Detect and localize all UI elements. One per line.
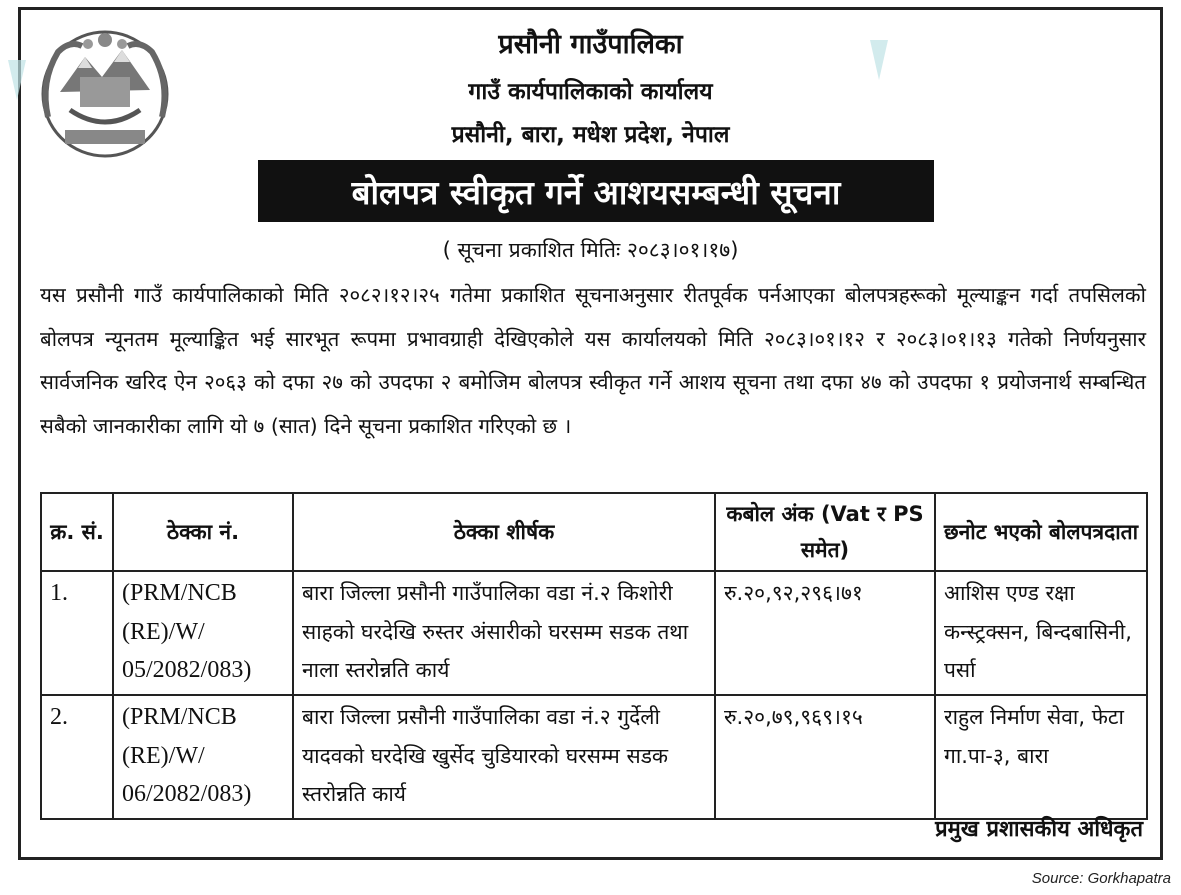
row-title: बारा जिल्ला प्रसौनी गाउँपालिका वडा नं.२ किशोरी साहको घरदेखि रुस्तर अंसारीको घरसम्म सडक तथा नाला स्तरोन्नति कार्य [293, 571, 715, 695]
row-amount: रु.२०,७९,९६९।१५ [715, 695, 935, 819]
row-sn: 1. [41, 571, 113, 695]
row-amount: रु.२०,९२,२९६।७१ [715, 571, 935, 695]
signature-title: प्रमुख प्रशासकीय अधिकृत [935, 817, 1143, 842]
row-title: बारा जिल्ला प्रसौनी गाउँपालिका वडा नं.२ गुर्देली यादवको घरदेखि खुर्सेद चुडियारको घरसम्म सडक स्तरोन्नति कार्य [293, 695, 715, 819]
table-row [41, 571, 1147, 695]
publish-date: ( सूचना प्रकाशित मितिः २०८३।०१।१७) [442, 238, 739, 262]
org-name: प्रसौनी गाउँपालिका [498, 29, 683, 60]
row-bidder: राहुल निर्माण सेवा, फेटा गा.पा-३, बारा [935, 695, 1147, 819]
notice-title: बोलपत्र स्वीकृत गर्ने आशयसम्बन्धी सूचना [258, 160, 934, 222]
row-contract-no: (PRM/NCB (RE)/W/ 06/2082/083) [113, 695, 293, 819]
header-sn: क्र. सं. [41, 493, 113, 571]
row-contract-no: (PRM/NCB (RE)/W/ 05/2082/083) [113, 571, 293, 695]
contract-table [40, 492, 1148, 820]
header-contract-no: ठेक्का नं. [113, 493, 293, 571]
office-name: गाउँ कार्यपालिकाको कार्यालय [468, 79, 713, 105]
row-bidder: आशिस एण्ड रक्षा कन्स्ट्रक्सन, बिन्दबासिनी, पर्सा [935, 571, 1147, 695]
header-bidder: छनोट भएको बोलपत्रदाता [935, 493, 1147, 571]
header-title: ठेक्का शीर्षक [293, 493, 715, 571]
table-header-row [41, 493, 1147, 571]
notice-paragraph: यस प्रसौनी गाउँ कार्यपालिकाको मिति २०८२।१२।२५ गतेमा प्रकाशित सूचनाअनुसार रीतपूर्वक पर्नआएका बोलपत्रहरूको मूल्याङ्कन गर्दा तपसिलको बोलपत्र न्यूनतम मूल्याङ्कित भई सारभूत रूपमा प्रभावग्राही देखिएकोले यस कार्यालयको मिति २०८३।०१।१२ र २०८३।०१।१३ गतेको निर्णयनुसार सार्वजनिक खरिद ऐन २०६३ को दफा २७ को उपदफा २ बमोजिम बोलपत्र स्वीकृत गर्ने आशय सूचना तथा दफा ४७ को उपदफा १ प्रयोजनार्थ सम्बन्धित सबैको जानकारीका लागि यो ७ (सात) दिने सूचना प्रकाशित गरिएको छ । [40, 283, 1146, 438]
office-address: प्रसौनी, बारा, मधेश प्रदेश, नेपाल [451, 122, 730, 148]
row-sn: 2. [41, 695, 113, 819]
source-credit: Source: Gorkhapatra [1031, 870, 1171, 887]
table-row [41, 695, 1147, 819]
header-amount: कबोल अंक (Vat र PS समेत) [715, 493, 935, 571]
